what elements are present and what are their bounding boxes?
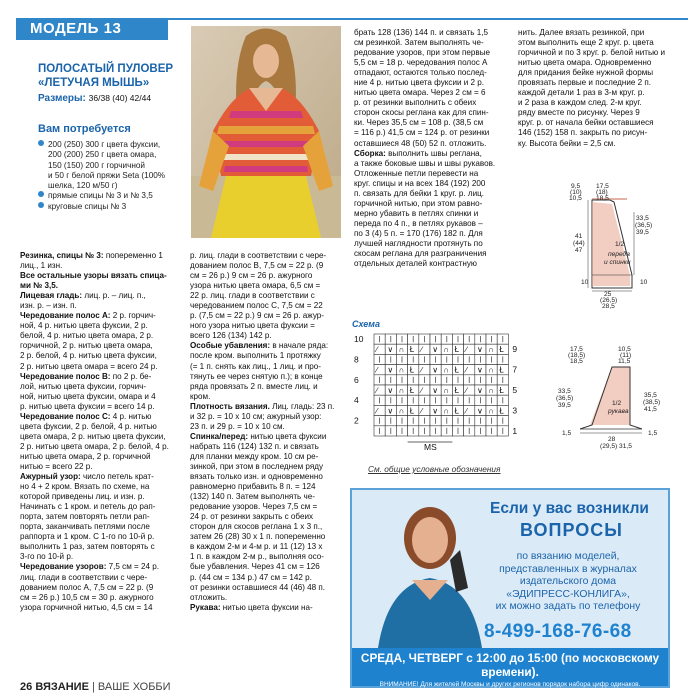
text-line: 22 р. лиц. глади в соответствии с <box>190 291 315 301</box>
text-line: порта, заканчивать петлями после <box>20 522 150 532</box>
ms-label: MS <box>424 442 437 452</box>
row-number-left: 2 <box>354 415 359 426</box>
svg-text:18,5: 18,5 <box>570 358 583 365</box>
pattern1-label-back: и спинки <box>604 259 631 266</box>
svg-text:39,5: 39,5 <box>558 402 571 409</box>
chart-symbol: Ł <box>454 386 460 395</box>
pattern1-left: 41 <box>575 233 583 240</box>
text-line: по 3 (4) 5 п. = 170 (176) 182 п. Для <box>354 228 483 238</box>
chart-symbol: ∩ <box>398 345 405 355</box>
text-line: дованием полос В, 7,5 см = 22 р. (9 <box>190 261 324 271</box>
advert-text-line: представленных в журналах <box>499 563 637 575</box>
text-line: 24 р. от резинки закрыть с обеих <box>190 512 314 522</box>
text-column-3 <box>354 28 516 269</box>
row-number-right: 1 <box>512 425 518 436</box>
text-line: ние 4 р. нитью цвета фуксии и 2 р. <box>354 78 485 88</box>
chart-symbol: ∩ <box>443 345 450 355</box>
pattern1-right: 33,5 <box>636 215 649 222</box>
text-line: узора горчичной нитью, 4,5 см = 14 <box>20 602 153 612</box>
pattern2-top-b: 10,5 <box>618 346 631 353</box>
svg-text:(38,5): (38,5) <box>643 399 661 406</box>
chart-symbol: ∕ <box>376 406 378 416</box>
pattern1-top-a: 9,5 <box>571 183 581 190</box>
text-line: Плотность вязания. Лиц. гладь: 23 п. <box>190 401 335 411</box>
pattern2-cuff-right: 1,5 <box>648 430 658 437</box>
text-line: узора нитью цвета омара, 6,5 см = <box>190 281 321 291</box>
text-line: Сборка: выполнить швы реглана, <box>354 148 482 158</box>
chart-symbol: ∩ <box>488 345 494 355</box>
text-line: Чередование полос С: 4 р. нитью <box>20 411 152 421</box>
chart-symbol: ∩ <box>398 406 405 416</box>
text-line: провязать первые и последние 2 п. <box>518 78 652 88</box>
text-line: белой, 4 р. нитью цвета омара, 2 р. <box>20 331 154 341</box>
chart-symbol: ∨ <box>477 386 483 395</box>
materials-list <box>38 140 165 212</box>
chart-symbol: ∩ <box>443 386 450 395</box>
text-line: (= 1 п. снять как лиц., 1 лиц. и про- <box>190 361 321 371</box>
svg-text:10,5: 10,5 <box>569 195 582 202</box>
text-line: р. лиц. глади в соответствии с чере- <box>190 251 327 260</box>
chart-symbol: ∕ <box>376 365 378 375</box>
advert-footer <box>352 648 668 686</box>
sizes-value: 36/38 (40) 42/44 <box>88 93 152 103</box>
svg-text:(26,5): (26,5) <box>600 297 618 304</box>
text-line: Начинать с 1 кром. и петель до рап- <box>20 502 156 512</box>
text-line: переда по 4 п., в петлях рукавов – <box>354 218 483 228</box>
text-line: нитью цвета омара. Через 2 см = 6 <box>354 88 486 98</box>
text-line: брать 128 (136) 144 п. и связать 1,5 <box>354 28 489 37</box>
text-line: ку. Высота бейки = 2,5 см. <box>518 138 616 148</box>
svg-text:28,5: 28,5 <box>602 303 615 310</box>
row-number-left: 6 <box>354 374 359 385</box>
pattern1-label-half: 1/2 <box>615 241 625 248</box>
text-line: зинкой, при этом в последнем ряду <box>190 461 323 471</box>
chart-symbol: ∩ <box>488 386 494 395</box>
svg-text:18,5: 18,5 <box>596 195 609 202</box>
bullet-icon <box>38 202 44 208</box>
pattern1-top-b: 17,5 <box>596 183 609 190</box>
advert-note: ВНИМАНИЕ! Для жителей Москвы и других регионов порядок набора цифр одинаков. <box>379 681 641 688</box>
text-line: 2 р. нитью цвета омара, 2 р. белой, 4 р. <box>20 441 169 451</box>
text-line: 23 п. и 29 р. = 10 х 10 см. <box>190 421 285 431</box>
title-block <box>38 62 173 90</box>
chart-symbol: ∕ <box>465 365 468 375</box>
advert-text-line: их можно задать по телефону <box>495 601 641 613</box>
advert-hours: СРЕДА, ЧЕТВЕРГ с 12:00 до 15:00 (по московскому времени). <box>360 651 660 679</box>
text-line: цвета фуксии, 2 р. белой, 4 р. нитью <box>20 421 157 431</box>
chart-symbol: ∩ <box>443 365 450 375</box>
chart-symbol: ∩ <box>488 365 494 375</box>
pattern2-label-sleeve: рукава <box>608 408 629 415</box>
text-line: лой, нитью цвета фуксии, горчич- <box>20 381 147 391</box>
pattern1-width: 25 <box>604 291 612 298</box>
chart-symbol: ∨ <box>432 386 439 395</box>
text-line: Особые убавления: в начале ряда: <box>190 341 329 351</box>
text-line: этом выполнить еще 2 круг. р. цвета <box>518 38 654 48</box>
text-line: 1 п. в каждом 2-м р., выполняя осо- <box>190 552 324 562</box>
chart-symbol: Ł <box>409 406 415 416</box>
text-line: горчичной, 2 р. нитью цвета омара, <box>20 341 153 351</box>
chart-symbol: ∨ <box>432 345 439 355</box>
text-line: но 4 + 2 кром. Вязать по схеме, на <box>20 482 150 492</box>
text-line: и 32 р. = 10 х 10 см; ажурный узор: <box>190 411 322 421</box>
text-line: после кром. выполнить 1 протяжку <box>190 351 321 361</box>
chart-symbol: ∩ <box>398 386 405 395</box>
pattern1-label-front: переда <box>608 251 630 258</box>
chart-symbol: Ł <box>499 406 504 416</box>
text-line: лучшей наглядности протянуть по <box>354 238 483 248</box>
text-line: 2 р. нитью цвета омара = всего 24 р. <box>20 361 158 371</box>
text-line: раппорта и 1 кром. С 1-го по 10-й р. <box>20 532 155 542</box>
text-line: отложить. <box>190 592 228 602</box>
chart-symbol: Ł <box>454 406 460 416</box>
text-line: Чередование полос В: по 2 р. бе- <box>20 371 152 381</box>
title-line-2: «ЛЕТУЧАЯ МЫШЬ» <box>38 77 150 89</box>
chart-symbol: ∩ <box>398 365 405 375</box>
text-line: 5,5 см = 18 р. чередования полос А <box>354 58 488 68</box>
text-line: оставшиеся 48 (50) 52 п. отложить. <box>354 138 487 148</box>
model-number: МОДЕЛЬ 13 <box>16 18 168 40</box>
text-line: лиц. глади в соответствии с чере- <box>20 572 148 582</box>
text-line: выполнить 1 раз, затем повторять с <box>20 542 155 552</box>
pattern2-cuff-left: 1,5 <box>562 430 572 437</box>
text-line: тянуть ее через снятую п.); в конце <box>190 371 323 381</box>
text-line: 3-го по 10-й р. <box>20 552 74 562</box>
materials-heading: Вам потребуется <box>38 123 131 135</box>
text-line: сторон скосы реглана как для спин- <box>354 108 489 118</box>
text-line: нитью цвета омара. Одновременно <box>518 58 652 68</box>
text-line: цвета омара, 2 р. нитью цвета фуксии, <box>20 431 166 441</box>
text-line: набрать 116 (124) 132 п. и связать <box>190 441 319 451</box>
advert-text-line: издательского дома <box>519 576 617 588</box>
advert-text <box>468 551 668 614</box>
text-line: ки. Через 35,5 см = 108 р. (38,5 см <box>354 118 484 128</box>
chart-symbol: Ł <box>409 345 415 355</box>
page-footer: 26 ВЯЗАНИЕ | ВАШЕ ХОББИ <box>20 681 171 693</box>
text-line: в каждом 2-м и 4-м р. и 11 (12) 13 х <box>190 542 323 552</box>
chart-symbol: Ł <box>454 365 460 375</box>
text-line: ной, нитью цвета фуксии, омара и 4 <box>20 391 156 401</box>
text-line: горчичной нитью, при этом равно- <box>354 198 483 208</box>
text-line: редование узоров, при этом первые <box>354 48 491 58</box>
chart-symbol: ∕ <box>421 345 423 355</box>
header-rule <box>168 18 688 20</box>
chart-symbol: ∕ <box>465 345 468 355</box>
text-line: мерно убавить в петлях спинки и <box>354 208 479 218</box>
text-line: отпадают, остаются только послед- <box>354 68 487 78</box>
text-line: бые убавления. Через 41 см = 126 <box>190 562 320 572</box>
row-number-left: 10 <box>354 334 364 344</box>
text-line: от резинки оставшиеся 44 (46) 48 п. <box>190 582 326 592</box>
text-line: п. связать для бейки 1 круг. р. лиц. <box>354 188 485 198</box>
advert-text-line: «ЭДИПРЕСС-КОНЛИГА», <box>506 588 630 600</box>
text-line: отдельных деталей контрастную <box>354 259 477 269</box>
chart-symbol: Ł <box>409 365 415 375</box>
text-line: см = 26 р.) 10,5 см = 30 р. ажурного <box>20 592 154 602</box>
material-item: шелка, 120 м/50 г) <box>48 181 118 191</box>
schema-title: Схема <box>352 319 380 329</box>
text-line: лиц., 1 изн. <box>20 261 63 271</box>
svg-text:(36,5): (36,5) <box>635 222 653 229</box>
chart-symbol: ∕ <box>376 345 378 355</box>
text-line: ряду вместе по рисунку. Через 9 <box>518 108 640 118</box>
text-line: сторон для скосов реглана 1 х 3 п., <box>190 522 323 532</box>
row-number-right: 3 <box>512 405 518 416</box>
sizes-label: Размеры: <box>38 93 86 104</box>
chart-symbol: Ł <box>409 386 415 395</box>
chart-symbol: ∨ <box>387 406 394 416</box>
svg-text:(29,5) 31,5: (29,5) 31,5 <box>600 443 632 450</box>
pattern2-width: 28 <box>608 436 616 443</box>
text-line: ной, 4 р. нитью цвета фуксии, 2 р. <box>20 321 148 331</box>
row-number-left: 4 <box>354 395 359 406</box>
text-line: чередованием полос С, 7,5 см = 22 <box>190 301 323 311</box>
text-line: для планки между кром. 10 см ре- <box>190 451 319 461</box>
svg-text:(11): (11) <box>620 352 632 359</box>
text-line: Чередование узоров: 7,5 см = 24 р. <box>20 562 160 572</box>
text-column-2 <box>190 251 350 613</box>
text-line: вязать только изн. и одновременно <box>190 472 323 482</box>
pattern2-label-half: 1/2 <box>612 400 622 407</box>
magazine-name: ВЯЗАНИЕ <box>35 681 89 693</box>
svg-text:11,5: 11,5 <box>618 358 631 365</box>
chart-symbol: ∨ <box>477 365 483 375</box>
material-item: прямые спицы № 3 и № 3,5 <box>38 191 165 201</box>
chart-symbol: ∕ <box>465 386 468 395</box>
bullet-icon <box>38 191 44 197</box>
svg-text:(18,5): (18,5) <box>568 352 586 359</box>
svg-text:(36,5): (36,5) <box>556 395 574 402</box>
chart-caption: См. общие условные обозначения <box>368 464 501 474</box>
text-line: дованием полос А, 7,5 см = 22 р. (9 <box>20 582 154 592</box>
pattern2-left: 33,5 <box>558 388 571 395</box>
svg-text:47: 47 <box>575 247 583 254</box>
stitch-chart <box>352 330 518 470</box>
chart-symbol: ∕ <box>421 406 423 416</box>
material-item: 200 (200) 250 г цвета омара, <box>48 150 157 160</box>
text-line: р. нитью цвета фуксии = всего 14 р. <box>20 401 155 411</box>
text-line: Ажурный узор: число петель крат- <box>20 472 154 482</box>
material-item: и 50 г белой пряжи Seta (100% <box>48 170 166 180</box>
text-line: ми № 3,5. <box>20 281 58 291</box>
chart-symbol: ∨ <box>477 345 483 355</box>
text-line: ряда провязать 2 п. вместе лиц. и <box>190 381 318 391</box>
chart-symbol: Ł <box>499 345 504 355</box>
text-line: кром. <box>190 391 211 401</box>
text-line: изн. р. – изн. п. <box>20 301 77 311</box>
row-number-right: 9 <box>512 344 518 355</box>
text-line: а также боковые швы и швы рукавов. <box>354 158 496 168</box>
text-line: нитью = всего 22 р. <box>20 461 93 471</box>
text-line: р. (44 см = 134 р.) 47 см = 142 р. <box>190 572 312 582</box>
chart-symbol: ∩ <box>443 406 450 416</box>
pattern1-bottom-right: 10 <box>640 279 648 286</box>
bullet-icon <box>38 140 44 146</box>
text-line: 146 (152) 158 п. закрыть по рисун- <box>518 128 648 138</box>
text-line: порта, затем повторять петли рап- <box>20 512 150 522</box>
svg-text:(44): (44) <box>573 240 585 247</box>
text-line: затем 26 (28) 30 х 1 п. попеременно <box>190 532 326 542</box>
text-line: Все остальные узоры вязать спица- <box>20 271 167 281</box>
text-line: Отложенные петли перевести на <box>354 168 479 178</box>
text-line: редование узоров. Через 7,5 см = <box>190 502 318 512</box>
text-line: р. от резинки выполнить с обеих <box>354 98 477 108</box>
text-line: для придания бейке нужной формы <box>518 68 654 78</box>
svg-text:39,5: 39,5 <box>636 229 649 236</box>
front-back-pattern <box>552 180 690 312</box>
text-line: нить. Далее вязать резинкой, при <box>518 28 645 37</box>
chart-symbol: Ł <box>454 345 460 355</box>
text-line: круг. спицы и на всех 184 (192) 200 <box>354 178 486 188</box>
chart-symbol: Ł <box>499 365 504 375</box>
svg-text:41,5: 41,5 <box>644 406 657 413</box>
svg-text:(18): (18) <box>596 189 608 196</box>
text-line: см = 26 р.) 9 см = 26 р. ажурного <box>190 271 313 281</box>
title-line-1: ПОЛОСАТЫЙ ПУЛОВЕР <box>38 63 174 75</box>
text-line: см резинкой. Затем выполнять че- <box>354 38 484 48</box>
text-line: Рукава: нитью цвета фуксии на- <box>190 602 313 612</box>
chart-symbol: ∨ <box>387 345 394 355</box>
pattern2-right: 35,5 <box>644 392 657 399</box>
chart-symbol: ∕ <box>421 386 423 395</box>
text-line: нитью цвета омара, 2 р. горчичной <box>20 451 151 461</box>
material-item: круговые спицы № 3 <box>38 202 165 212</box>
text-line: 2 р. белой, 4 р. нитью цвета фуксии, <box>20 351 157 361</box>
text-line: Чередование полос А: 2 р. горчич- <box>20 311 156 321</box>
text-column-1 <box>20 251 183 613</box>
svg-text:10: 10 <box>581 279 589 286</box>
text-line: Спинка/перед: нитью цвета фуксии <box>190 431 327 441</box>
text-line: = 116 р.) 41,5 см = 124 р. от резинки <box>354 128 490 138</box>
chart-symbol: ∨ <box>477 406 483 416</box>
advert-heading-2: ВОПРОСЫ <box>520 520 623 540</box>
text-column-4 <box>518 28 688 149</box>
chart-symbol: ∕ <box>376 386 378 395</box>
advert-heading-1: Если у вас возникли <box>490 500 649 517</box>
advert-text-line: по вязанию моделей, <box>516 551 620 562</box>
chart-symbol: ∨ <box>387 386 394 395</box>
text-line: каждой детали 1 раз в 3-м круг. р. <box>518 88 645 98</box>
sizes <box>38 93 151 104</box>
text-line: горчичной и по 3 круг. р. белой нитью и <box>518 48 666 58</box>
row-number-right: 7 <box>512 364 518 375</box>
chart-symbol: ∕ <box>465 406 468 416</box>
page-number: 26 <box>20 681 33 693</box>
text-line: р. (7,5 см = 22 р.) 9 см = 26 р. ажур- <box>190 311 324 321</box>
row-number-right: 5 <box>512 385 518 395</box>
sleeve-pattern <box>552 343 690 461</box>
text-line: круг. р. от начала бейки оставшиеся <box>518 118 654 128</box>
material-item: 200 (250) 300 г цвета фуксии, <box>38 140 165 150</box>
text-line: всего 126 (134) 142 р. <box>190 331 272 341</box>
text-line: (132) 140 п. Затем выполнять че- <box>190 492 315 502</box>
row-number-left: 8 <box>354 354 359 365</box>
advert-phone: 8-499-168-76-68 <box>484 621 632 642</box>
chart-symbol: ∩ <box>488 406 494 416</box>
text-line: скосам реглана для разграничения <box>354 249 487 259</box>
text-line: равномерно прибавить 8 п. = 124 <box>190 482 316 492</box>
material-item: 150 (150) 200 г горчичной <box>48 160 146 170</box>
pattern2-top-a: 17,5 <box>570 346 583 353</box>
svg-text:(10): (10) <box>570 189 582 196</box>
chart-symbol: ∨ <box>432 365 439 375</box>
text-line: Резинка, спицы № 3: попеременно 1 <box>20 251 163 260</box>
chart-symbol: ∨ <box>432 406 439 416</box>
chart-symbol: ∨ <box>387 365 394 375</box>
model-photo <box>191 26 341 238</box>
text-line: Лицевая гладь: лиц. р. – лиц. п., <box>20 291 146 301</box>
chart-symbol: ∕ <box>421 365 423 375</box>
text-line: которой приведены лиц. и изн. р. <box>20 492 145 502</box>
text-line: и 2 раза в каждом след. 2-м круг. <box>518 98 642 108</box>
text-line: ного узора нитью цвета фуксии = <box>190 321 315 331</box>
magazine-sub: ВАШЕ ХОББИ <box>97 681 171 693</box>
chart-symbol: Ł <box>499 386 504 395</box>
